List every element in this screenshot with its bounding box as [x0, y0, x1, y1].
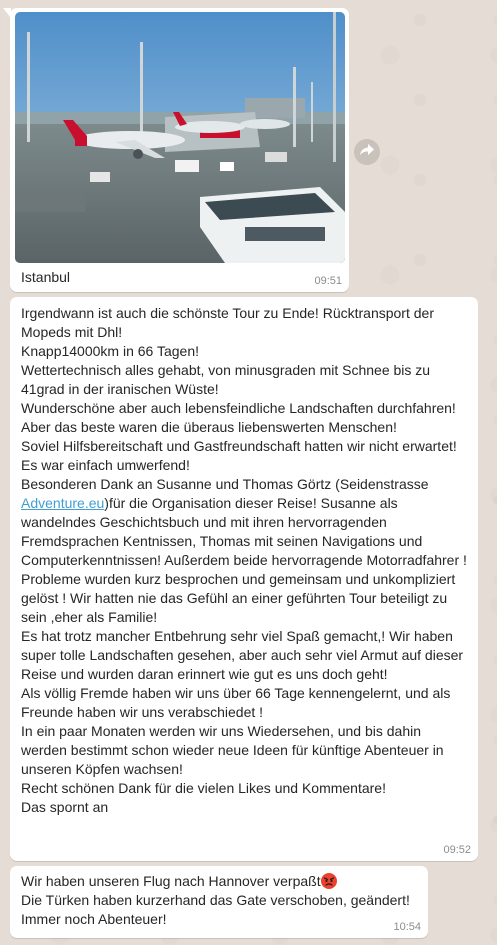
- adventure-link[interactable]: Adventure.eu: [21, 495, 105, 511]
- bubble-tail: [3, 8, 11, 18]
- angry-face-icon: [321, 873, 337, 889]
- message-line: Recht schönen Dank für die vielen Likes und Kommentare!: [21, 780, 386, 796]
- message-line: Probleme wurden kurz besprochen und gemeinsam und unkompliziert gelöst ! Wir hatten nie das Gefühl an einer geführten Tour beteiligt zu sein ,eher als Familie!: [21, 571, 456, 625]
- message-line: Das spornt an: [21, 799, 109, 815]
- message-time: 09:51: [314, 275, 342, 287]
- message-line-text: Wir haben unseren Flug nach Hannover verpaßt: [21, 873, 321, 889]
- message-line: In ein paar Monaten werden wir uns Wiedersehen, und bis dahin werden bestimmt schon wieder neue Ideen für künftige Abenteuer in unseren Köpfen wachsen!: [21, 723, 444, 777]
- thanks-prefix: Besonderen Dank an Susanne und Thomas Görtz (Seidenstrasse: [21, 476, 429, 492]
- message-line: Es hat trotz mancher Entbehrung sehr viel Spaß gemacht,! Wir haben super tolle Landschaften gesehen, aber auch sehr viel Armut auf dieser Reise und wurden daran erinnert wie gut es uns doch geht!: [21, 628, 464, 682]
- message-line: Irgendwann ist auch die schönste Tour zu Ende! Rücktransport der Mopeds mit Dhl!: [21, 305, 434, 340]
- forward-button[interactable]: [354, 139, 380, 165]
- message-bubble-text[interactable]: [10, 297, 478, 861]
- message-line-thanks: [21, 475, 468, 570]
- message-line: Aber das beste waren die überaus liebenswerten Menschen!: [21, 419, 397, 435]
- airport-photo-drawing: [15, 12, 345, 263]
- message-line: [21, 872, 418, 891]
- message-line: Wettertechnisch alles gehabt, von minusgraden mit Schnee bis zu 41grad in der iranischen Wüste!: [21, 362, 431, 397]
- message-line: Immer noch Abenteuer!: [21, 911, 167, 927]
- message-time: 10:54: [393, 921, 421, 933]
- message-line: Die Türken haben kurzerhand das Gate verschoben, geändert!: [21, 892, 410, 908]
- message-line: Knapp14000km in 66 Tagen!: [21, 343, 199, 359]
- message-text: [21, 304, 468, 817]
- message-bubble-image[interactable]: [10, 8, 349, 292]
- airport-photo[interactable]: [15, 12, 345, 263]
- message-bubble-text[interactable]: [10, 866, 428, 938]
- message-text: [21, 872, 418, 929]
- thanks-suffix: )für die Organisation dieser Reise! Susanne als wandelndes Geschichtsbuch und mit ihren hervorragenden Fremdsprachen Kentnissen, Thomas mit seinen Navigations und Computerkenntnissen! Außerdem beide hervorragende Motorradfahrer !: [21, 495, 467, 568]
- message-line: Als völlig Fremde haben wir uns über 66 Tage kennengelernt, und als Freunde haben wir uns verabschiedet !: [21, 685, 451, 720]
- message-line: Soviel Hilfsbereitschaft und Gastfreundschaft hatten wir nicht erwartet! Es war einfach umwerfend!: [21, 438, 457, 473]
- image-caption: Istanbul: [21, 269, 71, 285]
- forward-icon: [360, 143, 374, 161]
- message-time: 09:52: [443, 844, 471, 856]
- message-line: Wunderschöne aber auch lebensfeindliche Landschaften durchfahren!: [21, 400, 456, 416]
